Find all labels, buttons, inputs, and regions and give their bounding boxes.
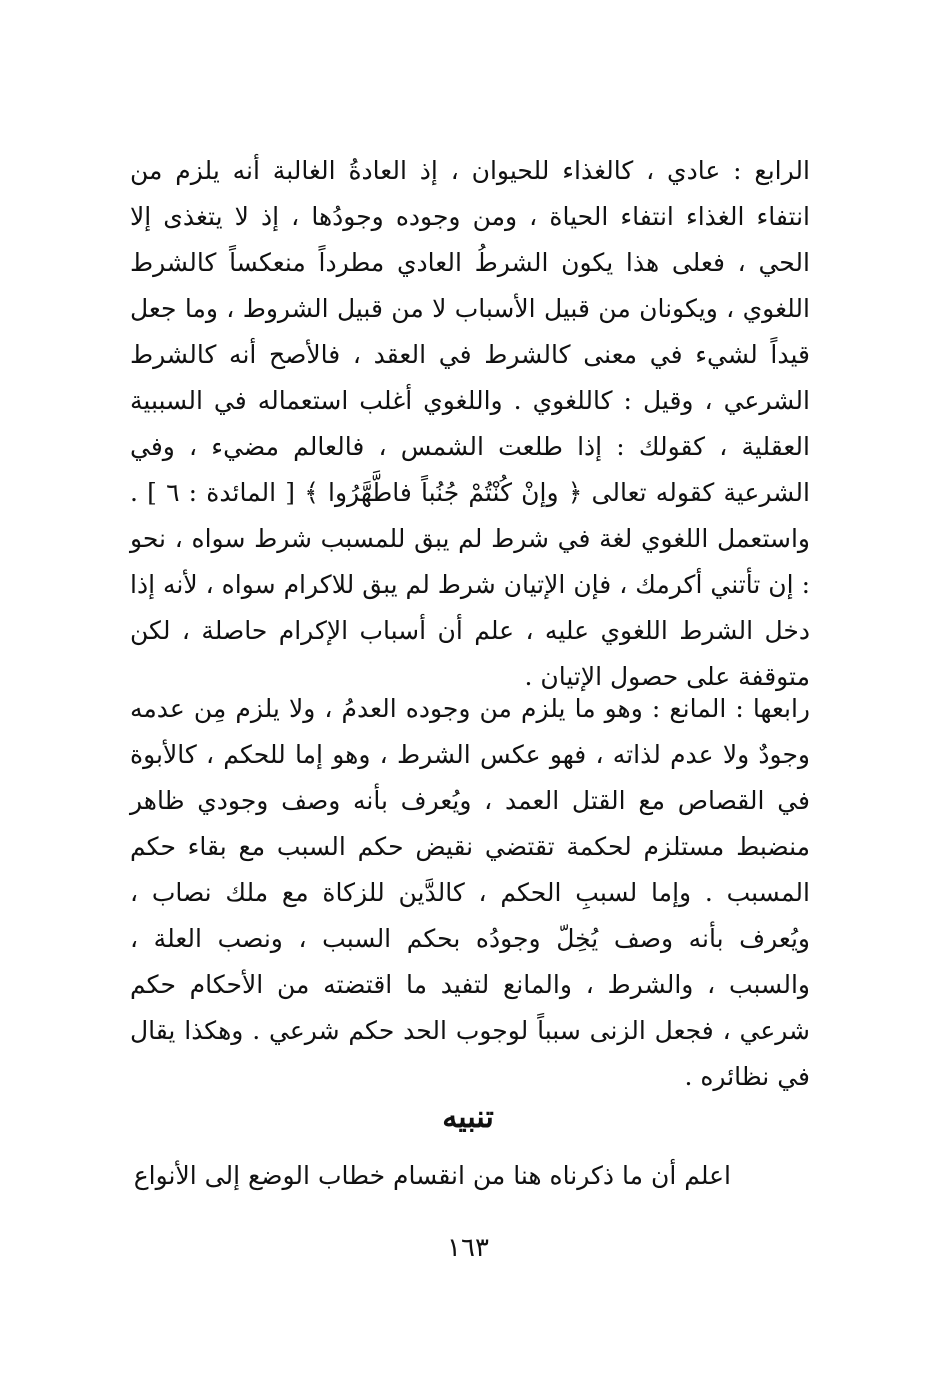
note-text: اعلم أن ما ذكرناه هنا من انقسام خطاب الوضع إلى الأنواع <box>133 1161 731 1190</box>
paragraph-fourth-impediment: رابعها : المانع : وهو ما يلزم من وجوده العدمُ ، ولا يلزم مِن عدمه وجودٌ ولا عدم لذاته ، فهو عكس الشرط ، وهو إما للحكم ، كالأبوة في القصاص مع القتل العمد ، ويُعرف بأنه وصف وجودي ظاهر منضبط مستلزم لحكمة تقتضي نقيض حكم السبب مع بقاء حكم المسبب . وإما لسببِ الحكم ، كالدَّين للزكاة مع ملك نصاب ، ويُعرف بأنه وصف يُخِلّ وجودُه بحكم السبب ، ونصب العلة ، والسبب ، والشرط ، والمانع لتفيد ما اقتضته من الأحكام حكم شرعي ، فجعل الزنى سبباً لوجوب الحد حكم شرعي . وهكذا يقال في نظائره . <box>130 694 810 1091</box>
note-heading: تنبيه <box>442 1100 494 1135</box>
paragraph-fourth-usual-condition: الرابع : عادي ، كالغذاء للحيوان ، إذ العادةُ الغالبة أنه يلزم من انتفاء الغذاء انتفاء الحياة ، ومن وجوده وجودُها ، إذ لا يتغذى إلا الحي ، فعلى هذا يكون الشرطُ العادي مطرداً منعكساً كالشرط اللغوي ، ويكونان من قبيل الأسباب لا من قبيل الشروط ، وما جعل قيداً لشيء في معنى كالشرط في العقد ، فالأصح أنه كالشرط الشرعي ، وقيل : كاللغوي . واللغوي أغلب استعماله في السببية العقلية ، كقولك : إذا طلعت الشمس ، فالعالم مضيء ، وفي الشرعية كقوله تعالى ﴿ وإنْ كُنْتُمْ جُنُباً فاطَّهَّرُوا ﴾ [ المائدة : ٦ ] . واستعمل اللغوي لغة في شرط لم يبق للمسبب شرط سواه ، نحو : إن تأتني أكرمك ، فإن الإتيان شرط لم يبق للاكرام سواه ، لأنه إذا دخل الشرط اللغوي عليه ، علم أن أسباب الإكرام حاصلة ، لكن متوقفة على حصول الإتيان . <box>130 156 811 691</box>
page-number: ١٦٣ <box>447 1233 489 1263</box>
